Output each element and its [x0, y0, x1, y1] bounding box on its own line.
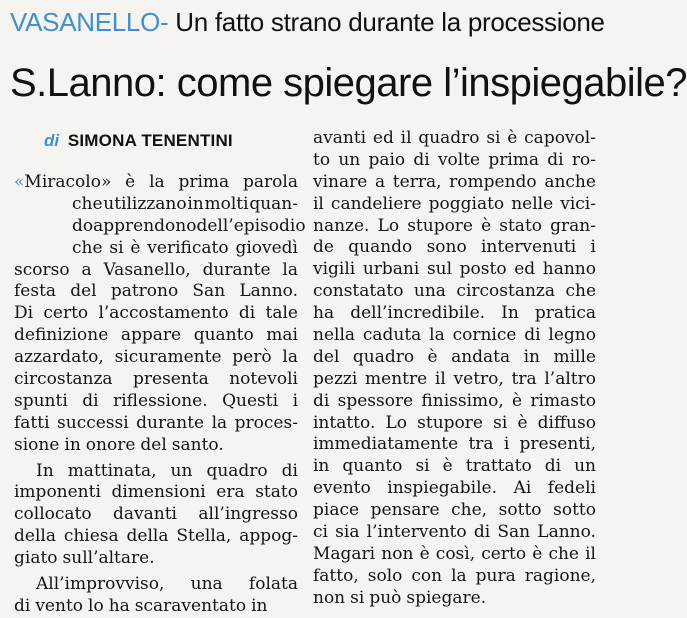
text-line: vinare a terra, rompendo anche [313, 171, 596, 192]
text-line: del quadro è andata in mille [313, 346, 596, 367]
text-line: Di certo l’accostamento di tale [14, 303, 298, 324]
text-line: All’improvviso, una folata [36, 574, 298, 595]
byline-author: SIMONA TENENTINI [67, 131, 233, 150]
article-column-right [313, 128, 596, 610]
text-line: pezzi mentre il vetro, tra l’altro [313, 368, 596, 389]
text-line: circostanza presenta notevoli [14, 369, 298, 390]
text-line: Magari non è così, certo è che il [313, 543, 596, 564]
text-line: fatti successi durante la proces- [14, 412, 298, 433]
text-line: spunti di riflessione. Questi i [14, 390, 298, 411]
text-line: In mattinata, un quadro di [36, 460, 298, 481]
paragraph [14, 172, 306, 457]
text-line: di spessore finissimo, è rimasto [313, 390, 596, 411]
kicker-topic: Un fatto strano durante la processione [175, 7, 605, 37]
text-line: ha dell’incredibile. In pratica [313, 303, 596, 324]
article-headline: S.Lanno: come spiegare l’inspiegabile? [10, 61, 687, 105]
text-line: della chiesa della Stella, appog- [14, 526, 298, 547]
text-line: constatato una circostanza che [313, 281, 596, 302]
text-line: intatto. Lo stupore si è diffuso [313, 412, 596, 433]
text-line: «Miracolo» è la prima parola [14, 172, 298, 192]
text-line: vigili urbani sul posto ed hanno [313, 259, 596, 280]
text-line: imponenti dimensioni era stato [14, 482, 298, 503]
article-column-left [14, 172, 306, 618]
text-line: di vento lo ha scaraventato in [14, 595, 268, 616]
text-line: sione in onore del santo. [14, 434, 224, 455]
text-line: ci sia l’intervento di San Lanno. [313, 522, 596, 543]
text-line: nella caduta la cornice di legno [313, 325, 596, 346]
text-line: il candeliere poggiato nelle vici- [313, 193, 596, 214]
text-line: giato sull’altare. [14, 548, 155, 569]
text-line: immediatamente tra i presenti, [313, 434, 596, 455]
text-line: piace pensare che, sotto sotto [313, 500, 596, 521]
byline [44, 130, 233, 152]
text-line: che utilizzano in molti quan- [72, 193, 298, 214]
text-line: to un paio di volte prima di ro- [313, 149, 596, 170]
text-line: che si è verificato giovedì [72, 237, 298, 258]
text-line: azzardato, sicuramente però la [14, 347, 298, 368]
text-line: definizione appare quanto mai [14, 325, 298, 346]
article-kicker [10, 6, 605, 38]
text-line: do apprendono dell’episodio [72, 215, 306, 236]
text-line: non si può spiegare. [313, 587, 487, 608]
text-line: avanti ed il quadro si è capovol- [313, 128, 596, 148]
text-line: de quando sono intervenuti i [313, 237, 596, 258]
text-line: scorso a Vasanello, durante la [14, 259, 298, 280]
text-line: in quanto si è trattato di un [313, 456, 596, 477]
text-line: festa del patrono San Lanno. [14, 281, 298, 302]
text-line: evento inspiegabile. Ai fedeli [313, 478, 596, 499]
byline-prefix: di [44, 131, 60, 150]
text-line: nanze. Lo stupore è stato gran- [313, 215, 596, 236]
paragraph [14, 461, 298, 570]
kicker-place: VASANELLO- [10, 7, 169, 37]
paragraph [14, 574, 298, 618]
text-line: fatto, solo con la pura ragione, [313, 565, 596, 586]
text-line: collocato davanti all’ingresso [14, 504, 298, 525]
